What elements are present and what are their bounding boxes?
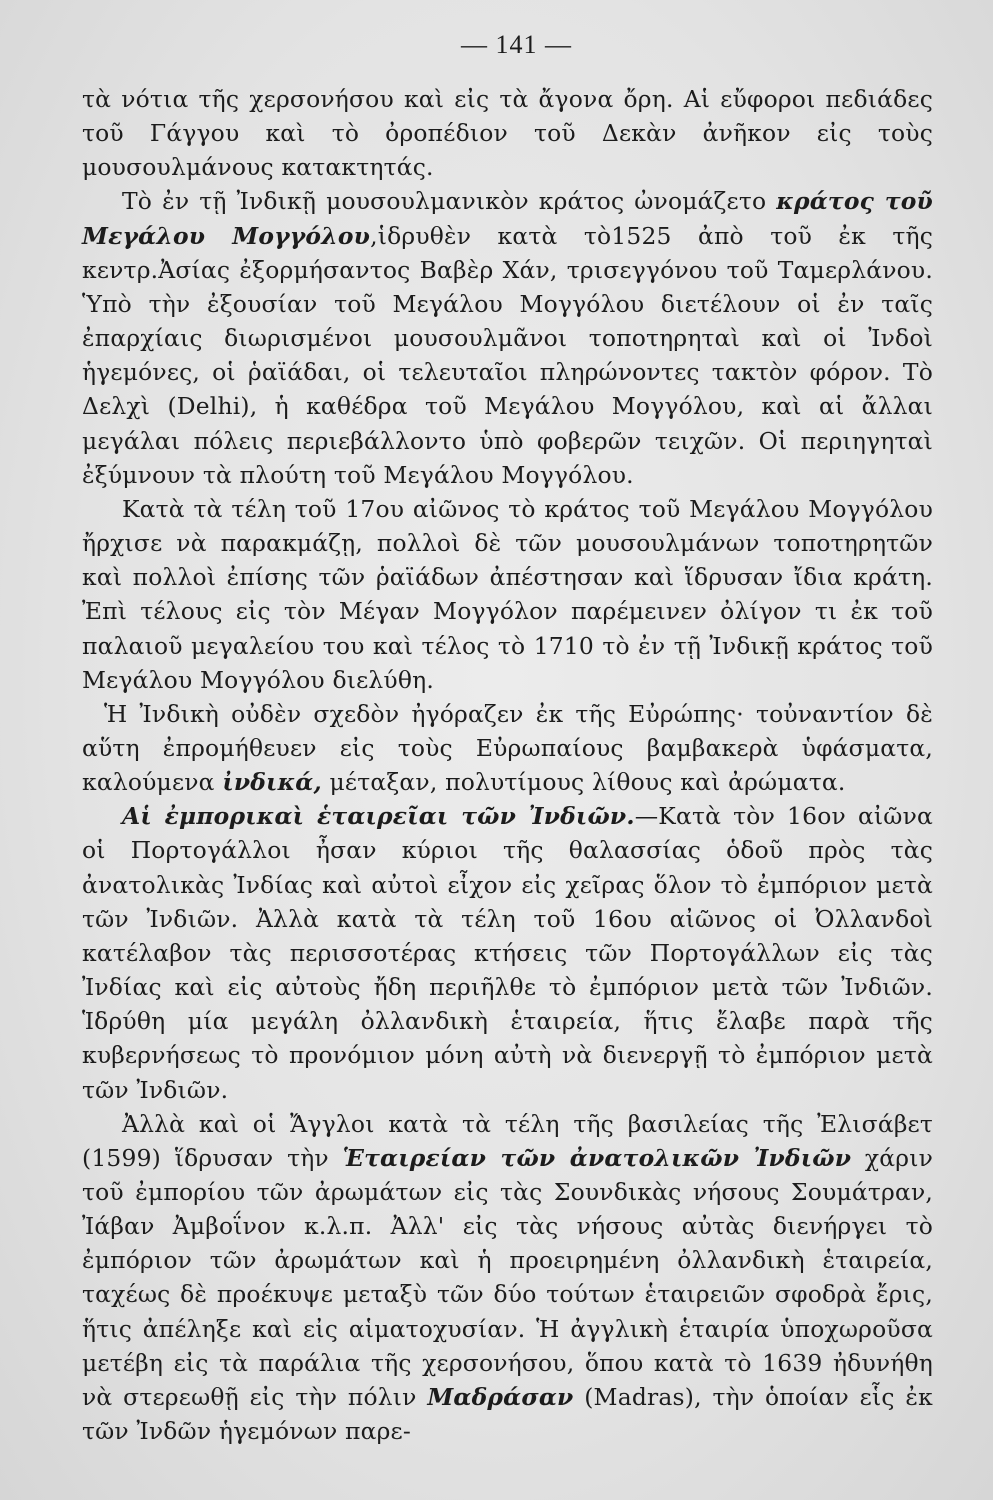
paragraph — [82, 82, 933, 184]
paragraph-text: (Madras), τὴν ὁποίαν εἷς ἐκ τῶν Ἰνδῶν ἡγεμόνων παρε- — [82, 1382, 933, 1446]
paragraph — [82, 1107, 933, 1449]
paragraph-text: μέταξαν, πολυτίμους λίθους καὶ ἀρώματα. — [321, 768, 846, 797]
emphasized-term: Ἑταιρείαν τῶν ἀνατολικῶν Ἰνδιῶν — [342, 1143, 852, 1172]
paragraph — [82, 184, 933, 491]
emphasized-term: ἰνδικά, — [222, 768, 322, 797]
paragraph-text: Κατὰ τὰ τέλη τοῦ 17ου αἰῶνος τὸ κράτος τοῦ Μεγάλου Μογγόλου ἤρχισε νὰ παρακμάζῃ, πολλοὶ δὲ τῶν μουσουλμάνων τοποτηρητῶν καὶ πολλοὶ ἐπίσης τῶν ῥαϊάδων ἀπέστησαν καὶ ἵδρυσαν ἴδια κράτη. Ἐπὶ τέλους εἰς τὸν Μέγαν Μογγόλον παρέμεινεν ὀλίγον τι ἐκ τοῦ παλαιοῦ μεγαλείου του καὶ τέλος τὸ 1710 τὸ ἐν τῇ Ἰνδικῇ κράτος τοῦ Μεγάλου Μογγόλου διελύθη. — [82, 494, 933, 694]
paragraph-text: τὰ νότια τῆς χερσονήσου καὶ εἰς τὰ ἄγονα ὄρη. Αἱ εὔφοροι πεδιάδες τοῦ Γάγγου καὶ τὸ ὀροπέδιον τοῦ Δεκὰν ἀνῆκον εἰς τοὺς μουσουλμάνους κατακτητάς. — [82, 85, 933, 182]
paragraph — [82, 492, 933, 697]
page-number: — 141 — — [461, 30, 572, 59]
paragraph-text: Τὸ ἐν τῇ Ἰνδικῇ μουσουλμανικὸν κράτος ὠνομάζετο — [122, 187, 777, 216]
paragraph-text: χάριν τοῦ ἐμπορίου τῶν ἀρωμάτων εἰς τὰς Σουνδικὰς νήσους Σουμάτραν, Ἰάβαν Ἀμβοΐνον κ.λ.π. Ἀλλ' εἰς τὰς νήσους αὐτὰς διενήργει τὸ ἐμπόριον τῶν ἀρωμάτων καὶ ἡ προειρημένη ὀλλανδικὴ ἑταιρεία, ταχέως δὲ προέκυψε μεταξὺ τῶν δύο τούτων ἑταιρειῶν σφοδρὰ ἔρις, ἥτις ἀπέληξε καὶ εἰς αἱματοχυσίαν. Ἡ ἀγγλικὴ ἑταιρία ὑποχωροῦσα μετέβη εἰς τὰ παράλια τῆς χερσονήσου, ὅπου κατὰ τὸ 1639 ἠδυνήθη νὰ στερεωθῇ εἰς τὴν πόλιν — [82, 1143, 934, 1411]
paragraph-text: ,ἱδρυθὲν κατὰ τὸ1525 ἀπὸ τοῦ ἐκ τῆς κεντρ.Ἀσίας ἐξορμήσαντος Βαβὲρ Χάν, τρισεγγόνου τοῦ Ταμερλάνου. Ὑπὸ τὴν ἐξουσίαν τοῦ Μεγάλου Μογγόλου διετέλουν οἱ ἐν ταῖς ἐπαρχίαις διωρισμένοι μουσουλμᾶνοι τοποτηρηταὶ καὶ οἱ Ἰνδοὶ ἡγεμόνες, οἱ ῥαϊάδαι, οἱ τελευταῖοι πληρώνοντες τακτὸν φόρον. Τὸ Δελχὶ (Delhi), ἡ καθέδρα τοῦ Μεγάλου Μογγόλου, καὶ αἱ ἄλλαι μεγάλαι πόλεις περιεβάλλοντο ὑπὸ φοβερῶν τειχῶν. Οἱ περιηγηταὶ ἐξύμνουν τὰ πλούτη τοῦ Μεγάλου Μογγόλου. — [82, 221, 934, 489]
section-heading: Αἱ ἐμπορικαὶ ἑταιρεῖαι τῶν Ἰνδιῶν. — [122, 802, 635, 831]
paragraph — [82, 697, 933, 799]
emphasized-term: Μαδράσαν — [427, 1382, 574, 1411]
paragraph-text: —Κατὰ τὸν 16ον αἰῶνα οἱ Πορτογάλλοι ἦσαν κύριοι τῆς θαλασσίας ὁδοῦ πρὸς τὰς ἀνατολικὰς Ἰνδίας καὶ αὐτοὶ εἶχον εἰς χεῖρας ὅλον τὸ ἐμπόριον μετὰ τῶν Ἰνδιῶν. Ἀλλὰ κατὰ τὰ τέλη τοῦ 16ου αἰῶνος οἱ Ὀλλανδοὶ κατέλαβον τὰς περισσοτέρας κτήσεις τῶν Πορτογάλλων εἰς τὰς Ἰνδίας καὶ εἰς αὐτοὺς ἤδη περιῆλθε τὸ ἐμπόριον μετὰ τῶν Ἰνδιῶν. Ἱδρύθη μία μεγάλη ὀλλανδικὴ ἑταιρεία, ἥτις ἔλαβε παρὰ τῆς κυβερνήσεως τὸ προνόμιον μόνη αὐτὴ νὰ διενεργῇ τὸ ἐμπόριον μετὰ τῶν Ἰνδιῶν. — [82, 802, 933, 1104]
paragraph-text: Ἡ Ἰνδικὴ οὐδὲν σχεδὸν ἠγόραζεν ἐκ τῆς Εὐρώπης· τοὐναντίον δὲ αὕτη ἐπρομήθευεν εἰς τοὺς Εὐρωπαίους βαμβακερὰ ὑφάσματα, καλούμενα — [82, 699, 933, 797]
emphasized-term: κράτος τοῦ Μεγάλου Μογγόλου — [82, 187, 933, 250]
section-paragraph — [82, 799, 933, 1106]
paragraph-text: Ἀλλὰ καὶ οἱ Ἄγγλοι κατὰ τὰ τέλη τῆς βασιλείας τῆς Ἐλισάβετ (1599) ἵδρυσαν τὴν — [82, 1109, 933, 1172]
